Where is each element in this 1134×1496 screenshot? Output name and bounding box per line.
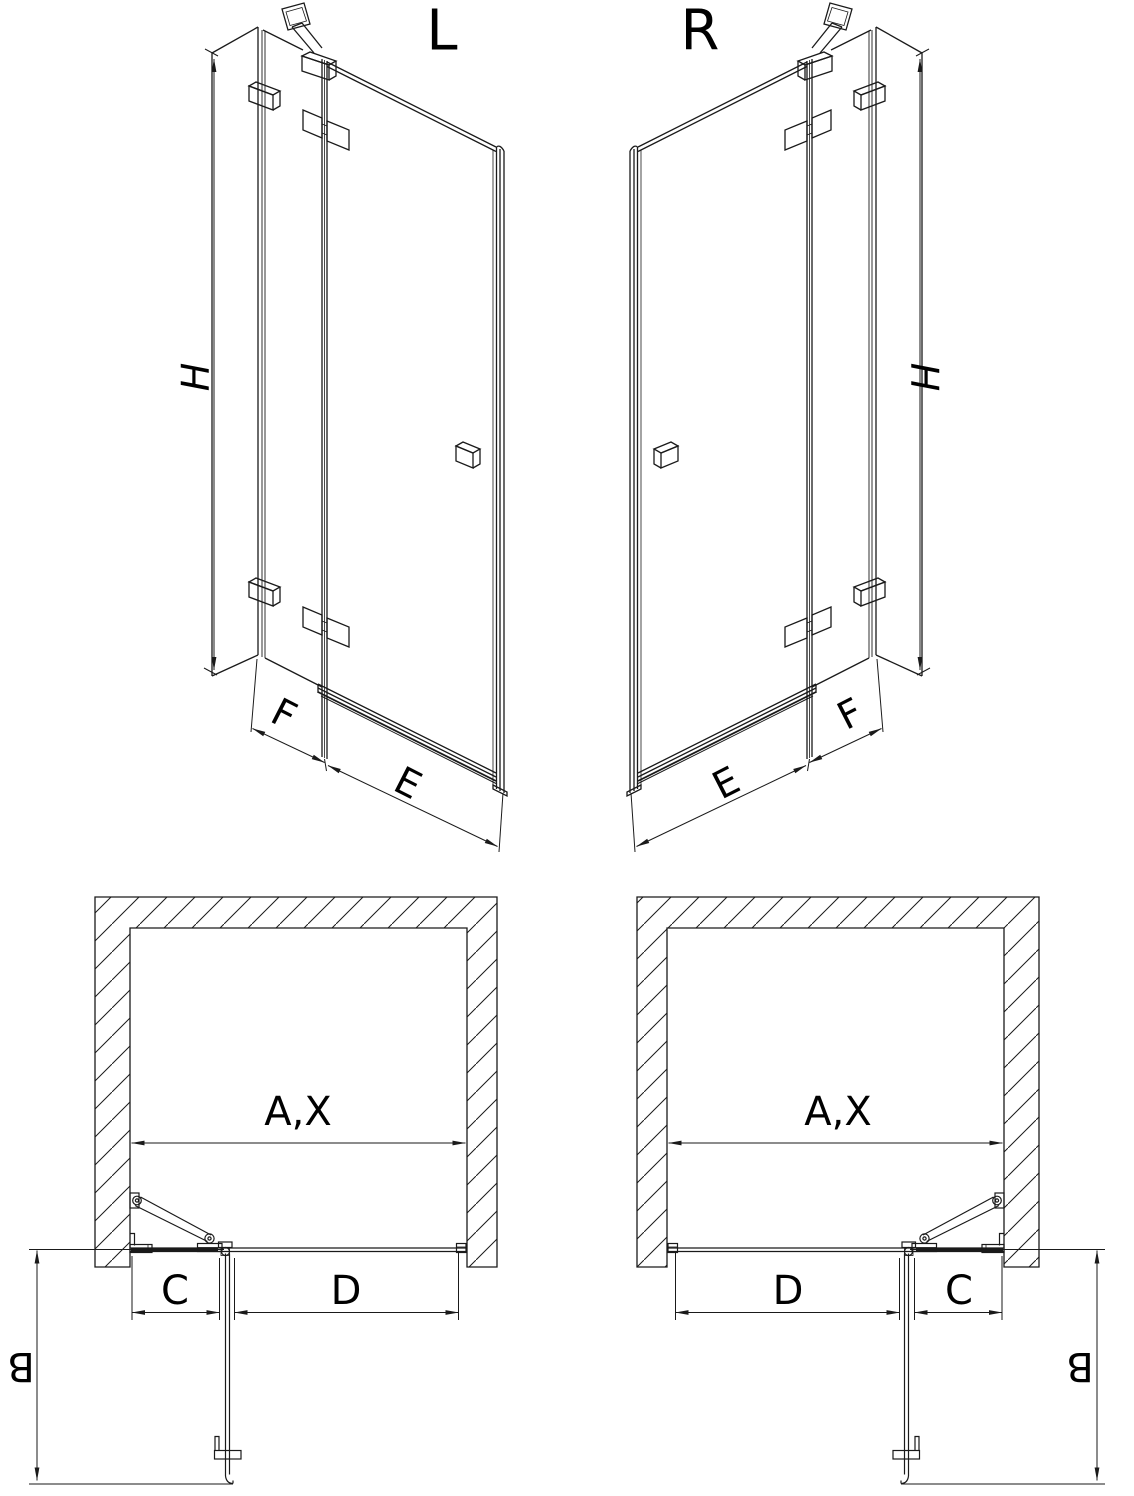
plan-right-door-dim-label: D	[772, 1268, 804, 1314]
plan-left-walls	[95, 897, 497, 1267]
iso-view-left	[174, 0, 507, 852]
plan-left-swing-dim-label: B	[7, 1343, 35, 1389]
iso-left-door-dim-label: E	[387, 757, 429, 809]
iso-right-panel-dim-label: F	[830, 689, 870, 739]
plan-right-swing-dim-label: B	[1066, 1343, 1094, 1389]
plan-right-width-dim-label: A,X	[804, 1089, 872, 1135]
plan-left-door-dim-label: D	[330, 1268, 362, 1314]
iso-left-label: L	[426, 0, 458, 64]
iso-view-right	[627, 0, 946, 852]
plan-left-width-dim-label: A,X	[264, 1089, 332, 1135]
plan-left-panel-dim-label: C	[161, 1268, 189, 1314]
plan-right-walls	[637, 897, 1039, 1267]
iso-right-height-dim-label: H	[902, 362, 946, 392]
iso-left-panel-dim-label: F	[264, 689, 304, 739]
iso-left-height-dim-label: H	[174, 362, 218, 392]
plan-view-right	[637, 897, 1105, 1484]
iso-right-label: R	[680, 0, 720, 64]
plan-right-panel-dim-label: C	[945, 1268, 973, 1314]
plan-view-left	[7, 897, 497, 1484]
iso-right-door-dim-label: E	[705, 757, 747, 809]
